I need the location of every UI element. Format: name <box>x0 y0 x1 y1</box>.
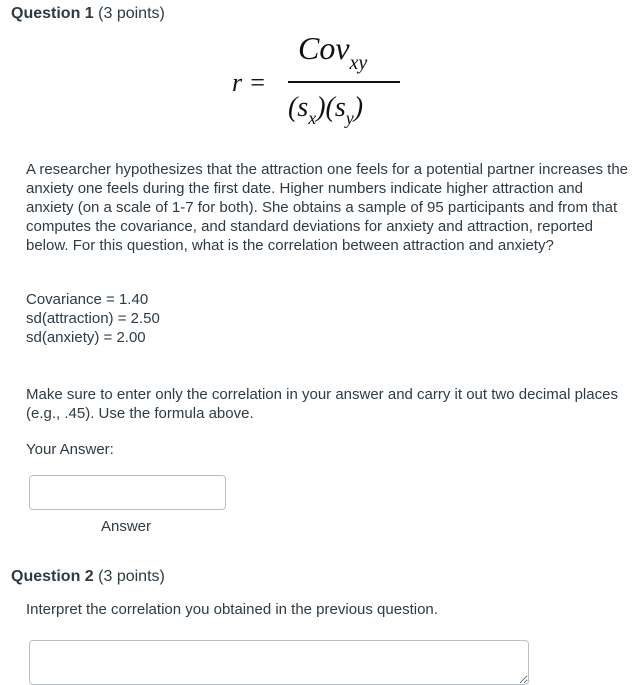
formula-fraction-bar <box>288 81 400 83</box>
formula-lhs: r = <box>232 68 267 97</box>
formula-den-sub-y: y <box>345 108 354 128</box>
question-2-header <box>11 568 165 586</box>
question-1-points: (3 points) <box>98 5 165 22</box>
formula-cov-subscript: xy <box>349 52 368 74</box>
statistics-list <box>26 290 160 347</box>
formula-den-open: (s <box>288 92 309 123</box>
formula-den-close: ) <box>353 92 364 123</box>
formula-den-mid: )(s <box>316 92 346 123</box>
your-answer-label: Your Answer: <box>26 441 114 458</box>
question-1-text: A researcher hypothesizes that the attraction one feels for a potential partner increases the anxiety one feels during the first date. Higher numbers indicate higher attraction and anxiety (on a scale of 1-7 for both). She obtains a sample of 95 participants and from that computes the covariance, and standard deviations for anxiety and attraction, reported below. For this question, what is the correlation between attraction and anxiety? <box>26 161 629 254</box>
question-2-points: (3 points) <box>98 568 165 585</box>
stat-sd-anxiety: sd(anxiety) = 2.00 <box>26 329 146 346</box>
question-1-title: Question 1 <box>11 5 94 22</box>
interpretation-answer-input[interactable] <box>29 640 529 685</box>
formula-numerator <box>298 30 368 74</box>
stat-covariance: Covariance = 1.40 <box>26 291 149 308</box>
formula-cov: Cov <box>298 30 350 66</box>
answer-instructions: Make sure to enter only the correlation in your answer and carry it out two decimal places (e.g., .45). Use the formula above. <box>26 386 618 422</box>
correlation-answer-input[interactable] <box>29 475 226 510</box>
formula-den-sub-x: x <box>308 108 317 128</box>
question-1-header <box>11 5 165 23</box>
answer-input-caption: Answer <box>101 518 152 535</box>
stat-sd-attraction: sd(attraction) = 2.50 <box>26 310 160 327</box>
question-2-text: Interpret the correlation you obtained in the previous question. <box>26 601 438 618</box>
question-2-title: Question 2 <box>11 568 94 585</box>
correlation-formula <box>232 32 412 142</box>
formula-denominator <box>288 92 364 128</box>
